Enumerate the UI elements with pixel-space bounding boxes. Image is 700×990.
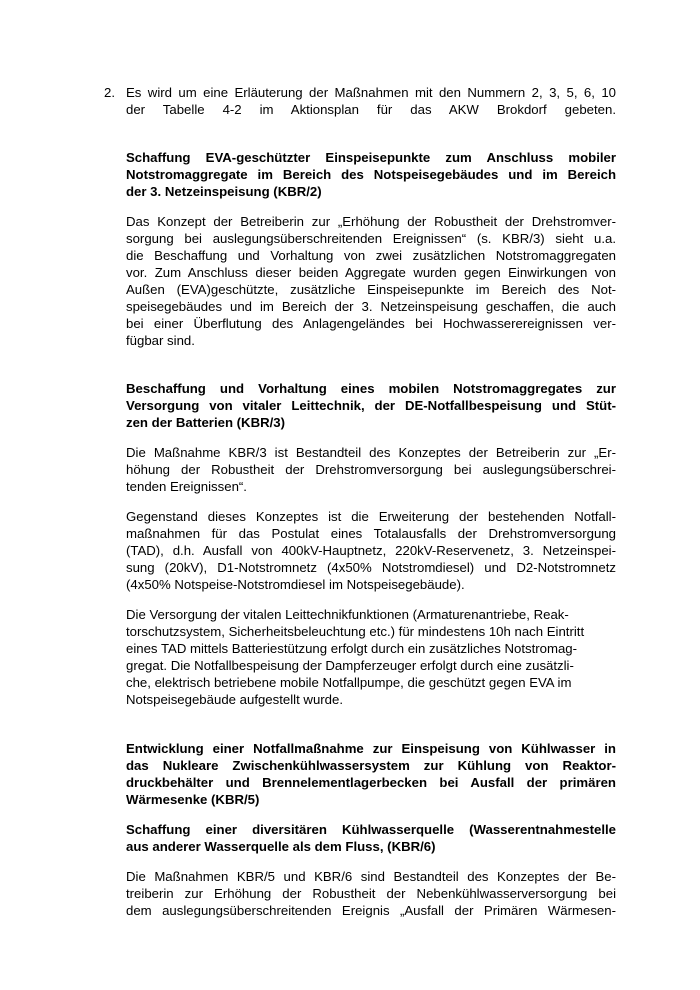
paragraph-line: höhung der Robustheit der Drehstromversorgung bei auslegungsüberschrei- xyxy=(126,462,616,477)
section-heading-line: der 3. Netzeinspeisung (KBR/2) xyxy=(126,184,322,199)
item-line: der Tabelle 4-2 im Aktionsplan für das AKW Brokdorf gebeten. xyxy=(126,102,616,117)
paragraph-line: che, elektrisch betriebene mobile Notfallpumpe, die geschützt gegen EVA im xyxy=(126,675,572,690)
paragraph-line: maßnahmen für das Postulat eines Totalausfalls der Drehstromversorgung xyxy=(126,526,616,541)
item-line: Es wird um eine Erläuterung der Maßnahmen mit den Nummern 2, 3, 5, 6, 10 xyxy=(126,85,616,100)
paragraph-line: Das Konzept der Betreiberin zur „Erhöhung der Robustheit der Drehstromver- xyxy=(126,214,616,229)
paragraph-line: Die Maßnahmen KBR/5 und KBR/6 sind Bestandteil des Konzeptes der Be- xyxy=(126,869,616,884)
section-heading-line: Versorgung von vitaler Leittechnik, der DE-Notfallbespeisung und Stüt- xyxy=(126,398,616,413)
section-heading-line: aus anderer Wasserquelle als dem Fluss, (KBR/6) xyxy=(126,839,436,854)
paragraph-line: treiberin zur Erhöhung der Robustheit der Nebenkühlwasserversorgung bei xyxy=(126,886,616,901)
paragraph-line: eines TAD mittels Batteriestützung erfolgt durch ein zusätzliches Notstromag- xyxy=(126,641,578,656)
section-heading-line: Schaffung EVA-geschützter Einspeisepunkte zum Anschluss mobiler xyxy=(126,150,616,165)
paragraph-line: gregat. Die Notfallbespeisung der Dampferzeuger erfolgt durch eine zusätzli- xyxy=(126,658,574,673)
paragraph-line: bei einer Überflutung des Anlagengeländes bei Hochwasserereignissen ver- xyxy=(126,316,616,331)
section-heading-line: das Nukleare Zwischenkühlwassersystem zur Kühlung von Reaktor- xyxy=(126,758,616,773)
paragraph-line: vor. Zum Anschluss dieser beiden Aggregate wurden gegen Einwirkungen von xyxy=(126,265,616,280)
section-heading-line: druckbehälter und Brennelementlagerbecken bei Ausfall der primären xyxy=(126,775,616,790)
paragraph-line: sorgung bei auslegungsüberschreitenden Ereignissen“ (s. KBR/3) sieht u.a. xyxy=(126,231,616,246)
paragraph-line: fügbar sind. xyxy=(126,333,195,348)
paragraph-line: tenden Ereignissen“. xyxy=(126,479,247,494)
section-heading-line: Wärmesenke (KBR/5) xyxy=(126,792,260,807)
paragraph-line: Die Maßnahme KBR/3 ist Bestandteil des Konzeptes der Betreiberin zur „Er- xyxy=(126,445,616,460)
section-heading-line: Notstromaggregate im Bereich des Notspeisegebäudes und im Bereich xyxy=(126,167,616,182)
paragraph-line: Notspeisegebäude aufgestellt wurde. xyxy=(126,692,344,707)
paragraph-line: speisegebäudes und im Bereich der 3. Netzeinspeisung geschaffen, die auch xyxy=(126,299,616,314)
section-heading-line: Schaffung einer diversitären Kühlwasserquelle (Wasserentnahmestelle xyxy=(126,822,616,837)
paragraph-line: sung (20kV), D1-Notstromnetz (4x50% Notstromdiesel) und D2-Notstromnetz xyxy=(126,560,616,575)
paragraph-line: die Beschaffung und Vorhaltung von zwei zusätzlichen Notstromaggregaten xyxy=(126,248,616,263)
paragraph-line: (4x50% Notspeise-Notstromdiesel im Notspeisegebäude). xyxy=(126,577,465,592)
section-heading-line: zen der Batterien (KBR/3) xyxy=(126,415,286,430)
paragraph-line: torschutzsystem, Sicherheitsbeleuchtung etc.) für mindestens 10h nach Eintritt xyxy=(126,624,585,639)
paragraph-line: Außen (EVA)geschützte, zusätzliche Einspeisepunkte im Bereich des Not- xyxy=(126,282,616,297)
paragraph-line: Die Versorgung der vitalen Leittechnikfunktionen (Armaturenantriebe, Reak- xyxy=(126,607,569,622)
paragraph-line: (TAD), d.h. Ausfall von 400kV-Hauptnetz, 220kV-Reservenetz, 3. Netzeinspei- xyxy=(126,543,616,558)
paragraph-line: dem auslegungsüberschreitenden Ereignis „Ausfall der Primären Wärmesen- xyxy=(126,903,616,918)
section-heading-line: Entwicklung einer Notfallmaßnahme zur Einspeisung von Kühlwasser in xyxy=(126,741,616,756)
section-heading-line: Beschaffung und Vorhaltung eines mobilen Notstromaggregates zur xyxy=(126,381,616,396)
item-number: 2. xyxy=(104,85,115,100)
paragraph-line: Gegenstand dieses Konzeptes ist die Erweiterung der bestehenden Notfall- xyxy=(126,509,616,524)
